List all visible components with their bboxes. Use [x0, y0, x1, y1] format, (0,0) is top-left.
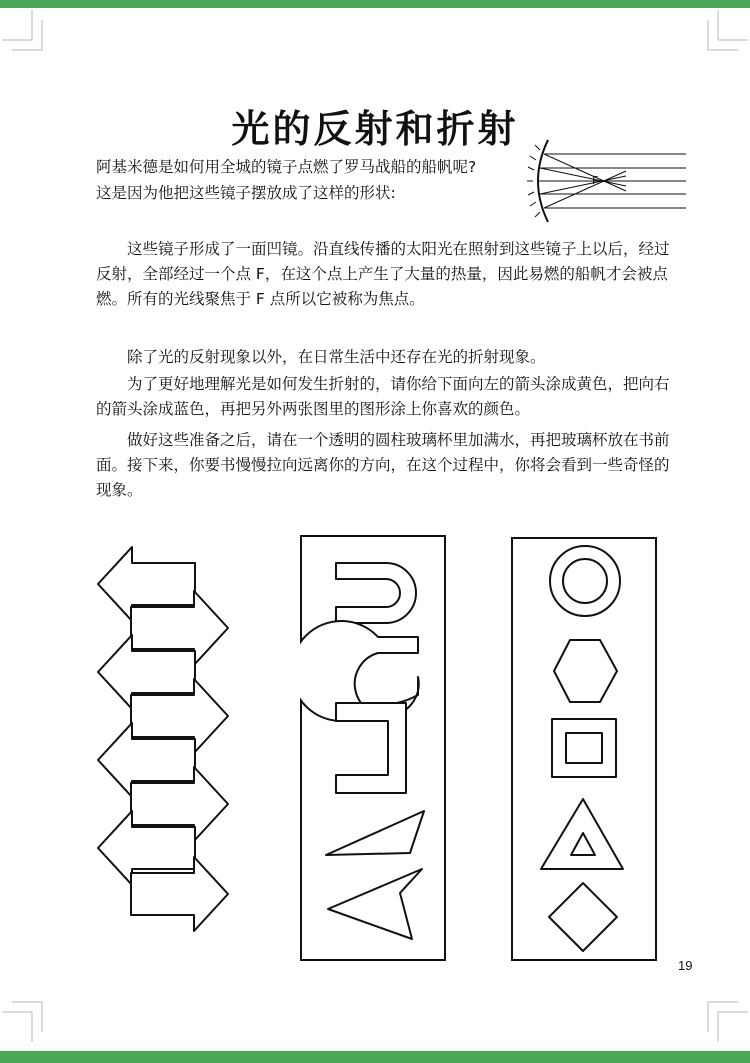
- paragraph-concave-mirror: 这些镜子形成了一面凹镜。沿直线传播的太阳光在照射到这些镜子上以后，经过反射，全部经过一个点 F，在这个点上产生了大量的热量，因此易燃的船帆才会被点燃。所有的光线聚焦于 F 点所以它被称为焦点。: [96, 240, 670, 308]
- focus-label: F: [592, 174, 599, 187]
- paragraph-instructions: 为了更好地理解光是如何发生折射的，请你给下面向左的箭头涂成黄色，把向右的箭头涂成蓝色，再把另外两张图里的图形涂上你喜欢的颜色。: [96, 375, 670, 418]
- intro-reason: 这是因为他把这些镜子摆放成了这样的形状:: [96, 184, 396, 202]
- corner-mark-top-right-icon: [706, 10, 748, 52]
- corner-mark-bottom-left-icon: [2, 1000, 44, 1042]
- arrow-column-icon: [96, 545, 232, 950]
- page-title: 光的反射和折射: [231, 107, 519, 151]
- bottom-green-band: [0, 1051, 750, 1063]
- concave-mirror-icon: [526, 136, 691, 226]
- paragraph-refraction: 除了光的反射现象以外，在日常生活中还存在光的折射现象。: [127, 348, 546, 366]
- page-number: 19: [678, 958, 693, 973]
- geometric-shapes-panel-icon: [511, 537, 657, 961]
- paragraph-experiment: 做好这些准备之后，请在一个透明的圆柱玻璃杯里加满水，再把玻璃杯放在书前面。接下来，你要书慢慢拉向远离你的方向，在这个过程中，你将会看到一些奇怪的现象。: [96, 431, 670, 499]
- corner-mark-bottom-right-icon: [706, 1000, 748, 1042]
- square-frame-icon: [552, 719, 616, 777]
- corner-mark-top-left-icon: [2, 10, 44, 52]
- ring-icon: [550, 546, 620, 616]
- letter-shapes-panel-icon: [300, 535, 446, 961]
- intro-question: 阿基米德是如何用全城的镜子点燃了罗马战船的船帆呢?: [96, 158, 477, 176]
- top-green-band: [0, 0, 750, 8]
